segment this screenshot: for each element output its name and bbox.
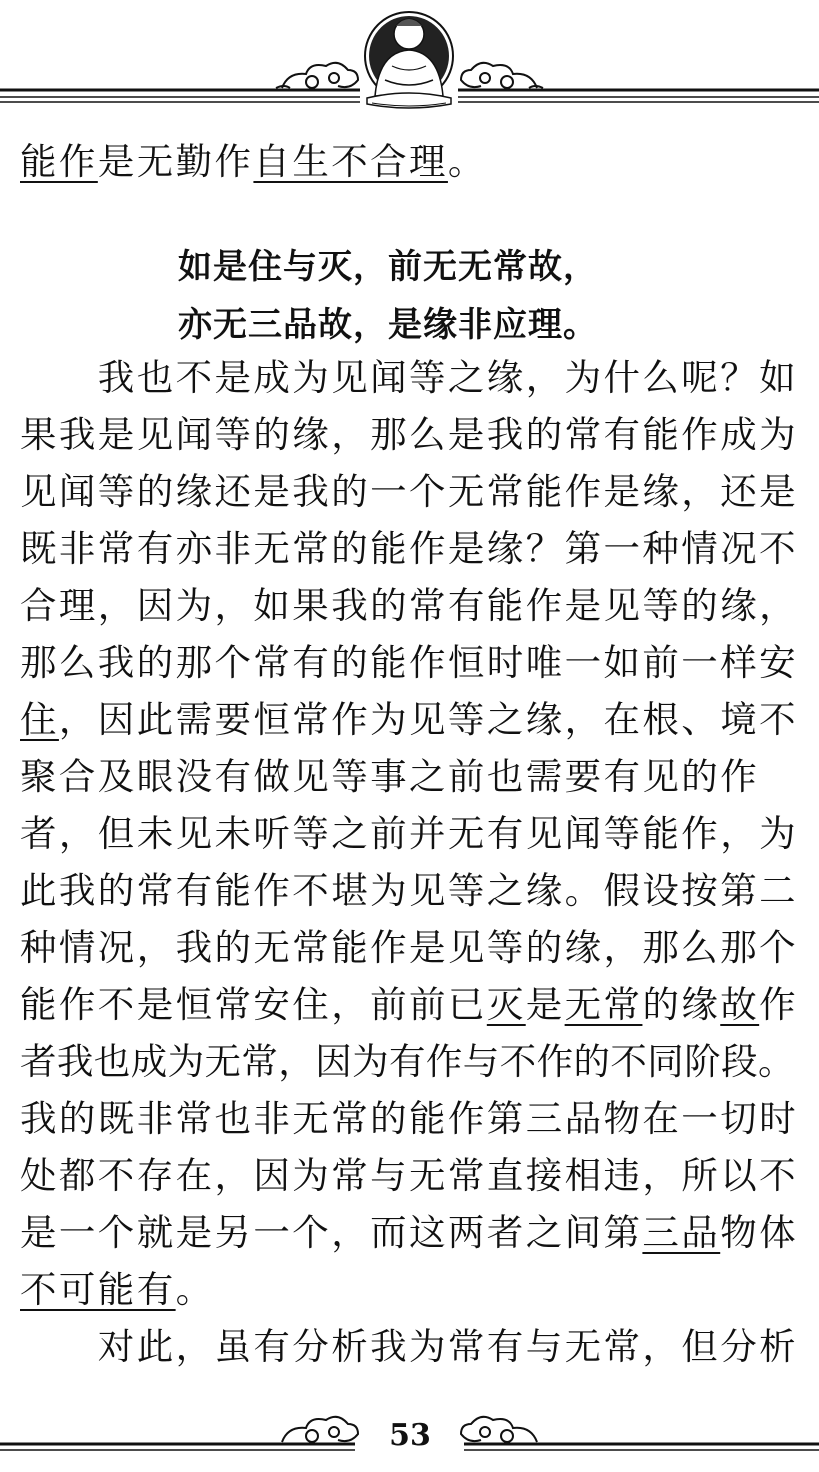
body-line: 此我的常有能作不堪为见等之缘。假设按第二 [20,869,798,912]
underlined-term: 能作 [20,140,98,183]
body-line: 者我也成为无常，因为有作与不作的不同阶段。 [20,1040,795,1083]
cloud-left-icon [276,63,358,88]
body-line: 对此，虽有分析我为常有与无常，但分析 [20,1325,798,1368]
text-segment: 是无勤作 [97,140,254,183]
body-line: 果我是见闻等的缘，那么是我的常有能作成为 [20,413,798,456]
text-segment: 是一个就是另一个，而这两者之间第 [20,1211,643,1254]
text-segment: 。 [447,140,487,183]
body-line: 我也不是成为见闻等之缘，为什么呢？如 [20,356,798,399]
text-segment: ，因此需要恒常作为见等之缘，在根、境不 [58,698,799,741]
body-line: 那么我的那个常有的能作恒时唯一如前一样安 [20,641,798,684]
cloud-left-footer-icon [282,1417,358,1442]
text-segment: 物体 [720,1211,799,1254]
body-line: 聚合及眼没有做见等事之前也需要有见的作 [20,755,760,798]
text-segment: 能作不是恒常安住，前前已 [20,983,487,1026]
cloud-right-footer-icon [461,1417,537,1442]
body-line [20,1204,805,1261]
text-segment: 是 [525,983,565,1026]
verse-line-2: 亦无三品故，是缘非应理。 [178,305,598,345]
text-segment: 。 [175,1268,215,1311]
text-segment: 的缘 [642,983,721,1026]
header-ornament-svg [0,0,819,115]
cloud-right-icon [461,63,543,88]
underlined-term: 不可能有 [20,1268,176,1311]
page-header-ornament [0,0,819,115]
body-line: 见闻等的缘还是我的一个无常能作是缘，还是 [20,470,798,513]
underlined-term: 住 [20,698,59,741]
intro-line [20,133,805,190]
underlined-term: 自生不合理 [253,140,448,183]
page-number: 53 [389,1418,431,1453]
text-segment: 作 [759,983,799,1026]
body-line [20,691,805,748]
underlined-term: 三品 [642,1211,721,1254]
underlined-term: 故 [720,983,760,1026]
body-line: 种情况，我的无常能作是见等的缘，那么那个 [20,926,798,969]
body-line: 合理，因为，如果我的常有能作是见等的缘， [20,584,798,627]
body-line: 既非常有亦非无常的能作是缘？第一种情况不 [20,527,798,570]
body-line: 我的既非常也非无常的能作第三品物在一切时 [20,1097,798,1140]
body-line [20,976,805,1033]
buddha-medallion-icon [365,12,453,108]
body-line: 处都不存在，因为常与无常直接相违，所以不 [20,1154,798,1197]
verse-line-1: 如是住与灭，前无无常故， [178,247,598,287]
underlined-term: 灭 [486,983,526,1026]
underlined-term: 无常 [564,983,643,1026]
body-line: 者，但未见未听等之前并无有见闻等能作，为 [20,812,798,855]
body-line [20,1261,805,1318]
